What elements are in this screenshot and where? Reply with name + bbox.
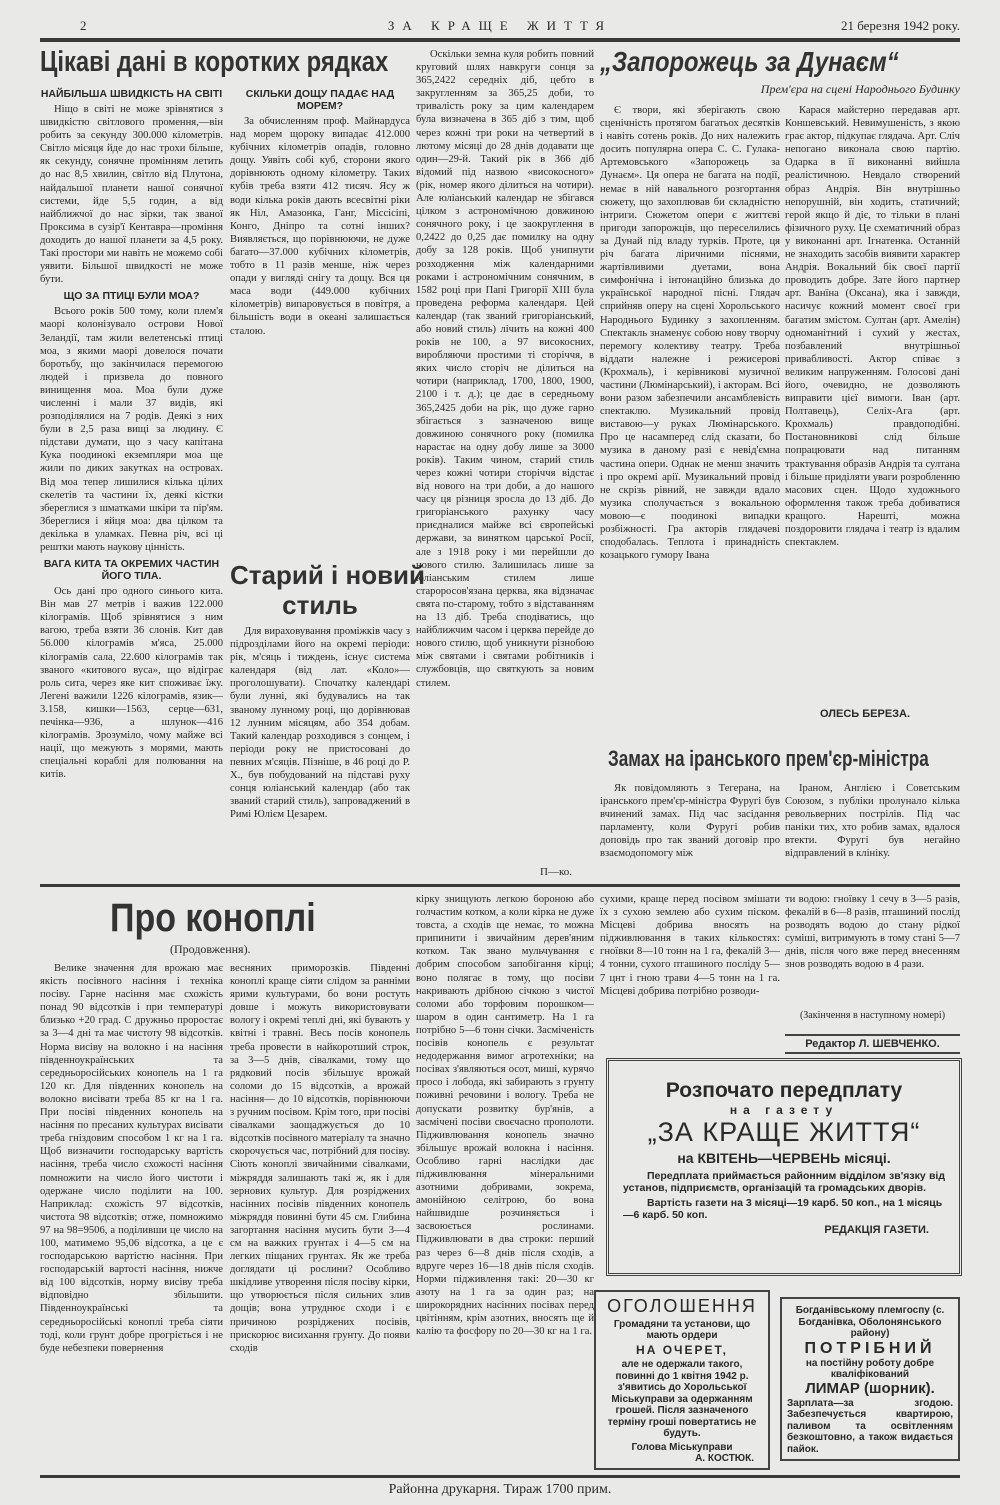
hemp-subtitle: (Продовження). — [170, 942, 251, 956]
section-text: Ніщо в світі не може зрівнятися з швидкістю світлового промення,—він робить за секунду 300.000 кілометрів. Світло місяця йде до нас трохи більше, як секунду, сонячне промінням летить до нас 8,5 хвилин, світло від Плутона, найдальшої планети нашої сонячної системи, йде 5,5 годин, а від найближчої до нас зірки, так званої Проксима в сузір'ї Кентавра—проміння доходить до нашої планети за 4,5 року. Такі простори ми навіть не можемо собі уявити. Більшої швидкості не може бути. — [40, 104, 223, 286]
hemp-column-5: ти водою: гноївку 1 сечу в 3—5 разів, фекалій в 6—8 разів, пташиний послід розводять водою до стану рідкої суміші, витримують в тому стані 5—7 днів, після чого вже перед внесенням знов розводять водою в 4 рази. — [785, 894, 960, 971]
iran-column-1: Як повідомляють з Тегерана, на іранського прем'єр-міністра Фуругі був вчинений замах. Під час засідання парламенту, коли Фуругі робив доповідь про так званий договір про взаємодопомогу між — [600, 783, 780, 860]
hemp-column-1: Велике значення для врожаю має якість посівного насіння і техніка посіву. Гарне насіння має схожість понад 90 відсотків і при температурі близько +20 град. С дружньо проростає за 3—4 дні та має чистоту 98 відсотків. Норма висіву на волокно і на насіння південноукраїнських та середньоросійських конопель на 1 га 120 кг. Для південних конопель на волокно висівати треба 85 кг на 1 га. При посіві південних конопель на насіння по пресаних культурах висівати треба гніздовим способом 1 кг на 1 га. Щоб визначити господарську вартість насіння, треба число схожості насіння помножити на число його чистоти і одержане число поділити на 100. Наприклад: схожість 97 відсотків, чистота 98 відсотків; отже, помножимо 97 на 98=9506, а поділивши це число на 100, матимемо 95,06 відсотка, а це є господарською вартістю насіння. При господарській вартості насіння, нижче від 100 відсотків, норму висіву треба відповідно збільшити. Південноукраїнські та середньоросійські коноплі треба сіяти тоді, коли грунт добре прогріється і не буде небезпеки повернення — [40, 963, 223, 1354]
section-heading: НАЙБІЛЬША ШВИДКІСТЬ НА СВІТІ — [40, 88, 223, 100]
section-text: За обчисленням проф. Майнардуса над морем щороку випадає 412.000 кубічних кілометрів опадів, головно дощу. Уявіть собі куб, сторони якого дорівнюють одному кілометру. Таких кубів треба взяти 412 тисяч. Ясу ж води кілька років дають всесвітні ріки як Ніл, Амазонка, Ганг, Міссісіпі, Конго, Дніпро та сотні інших? Виявляється, що порівнюючи, не дуже багато—37.000 кубічних кілометрів, тобто в 11 разів менше, ніж через опади у вигляді снігу та дощу. Вся ця маса води (449.000 кубічних кілометрів) випаровується в повітря, а більшість води в океані залишається сталою. — [230, 116, 410, 337]
header-rule — [40, 38, 960, 42]
opera-column-1: Є твори, які зберігають свою сценічність протягом багатьох десятків і навіть сотень років. До них належить досить популярна опера С. С. Гулака-Артемовського «Запорожець за Дунаєм». Ця опера не багата на події, немає в ній навального розгортання сюжету, що захоплював би складністю інтриги. Сюжетом опери є життєві пригоди запорожців, що переселились за Дунай під владу турків. Проте, ця річ багата ліричними піснями, жартівливими дуетами, вона симфонічна і інтонаційно близька до української народної пісні. Глядач сприйняв оперу на сцені Хорольського Народнього Будинку з захопленням. Спектакль знаменує собою нову творчу перемогу колективу театру. Треба віддати належне і режисерові (Крохмаль), і керівникові музичної частини (Люмінарський), і акторам. Всі вони разом забезпечили ансамблевість спектаклю. Музикальний провід виставою—у руках Люмінарського. Про це насамперед слід сказати, бо музика в даному разі є невід'ємна частина опери. Однак не менш значить і про окремі арії. Музикальний провід не скрізь рівний, не завжди вдало музика сполучається з вокальною мовою—є поодинокі випадки розбіжності. Гра акторів глядачеві сподобалась. Теплота і принадність козацького гумору Івана — [600, 105, 780, 562]
issue-date: 21 березня 1942 року. — [840, 18, 960, 33]
opera-column-2: Карася майстерно передавав арт. Коншевський. Невимушеність, з якою грає актор, підкупає глядача. Арт. Сліч непогано виконала свою партію. Одарка в її виконанні вийшла реалістичною. Невдало створений образ Андрія. Він внутрішньо непорушній, він ходить, статичний; герой якщо й діє, то тільки в плані фізичного руху. Це схематичний образ у виконанні арт. Ігнатенка. Останній не знаходить засобів виявити характер Андрія. Вокальний бік своєї партії проводить добре. Зате його партнер арт. Ванїна (Оксана), яка і завжди, насичує кожний момент своєї гри багатим змістом. Султан (арт. Амелін) одноманітний і сухий у жестах, позбавлений внутрішньої привабливості. Актор співає з великим напруженням. Голосові дані його, очевидно, не дозволяють виправити цієї вимоги. Іван (арт. Полтавець), Селіх-Ага (арт. Крохмаль) правдоподібні. Постановникові слід більше попрацювати над питанням трактування образів Андрія та султана і більше приділяти уваги розробленню масових сцен. Щодо художнього оформлення також треба добиватися кращого. Нарешті, можна поздоровити глядача і театр із вдалим спектаклем. — [785, 105, 960, 549]
iran-title: Замах на іранського прем'єр-міністра — [608, 746, 929, 771]
hemp-column-3: кірку знищують легкою бороною або голчастим котком, а коли кірка не дуже товста, а сходів ще немає, то можна припинити і звичайним дерев'яним котком. Так звано мульчування є добрим способом запобігання кірці; воно полягає в тому, що посіви накривають дрібною січкою з чистої соломи або торфовим порошком—шаром в один сантиметр. На 1 га потрібно 5—6 тонн січки. Засміченість посівів конопель є результат недодержання вимог агротехніки; на посівах з'являються осот, миші, курячо просо і лобода, які забирають з грунту поживні речовини і вологу. Треба не допускати розвитку бур'янів, а засмічені посіви своєчасно прополоти. Підживлювання конопель значно збільшує врожай волокна і насіння. Особливо гарні наслідки дає підживлювання мінеральними азотними добривами, зокрема, амонійною селітрою, бо вона найшвидше розчиняється і засвоюється рослинами. Підживлювати в два строки: перший раз через 6—8 днів після сходів, а вдруге через 16—18 днів після сходів. Норми підживлення такі: 20—30 кг азоту на 1 га за один раз; на широкорядних насінних посівах перед цвітінням, крім азотних, вносять ще й калію та фосфору по 20—30 кг на 1 га. — [416, 894, 594, 1338]
announcement-box: ОГОЛОШЕННЯ Громадяни та установи, що мають ордери НА ОЧЕРЕТ, але не одержали такого, повинні до 1 квітня 1942 р. з'явитись до Хорольської Міськуправи за одержанням грошей. Після зазначеного терміну гроші повертатись не будуть. Голова Міськуправи А. КОСТЮК. — [594, 1290, 770, 1470]
section-rule — [40, 884, 960, 887]
hemp-title: Про коноплі — [110, 896, 316, 940]
style-column-1: Для вираховування проміжків часу з підрозділами його на окремі періоди: рік, м'сяць і тиждень, існує система календаря (від лат. «Коло»—проголошувати). Спочатку календарі були лунні, які будувались на так званому лунному році, що дорівнював 12 лунним місяцям, або 354 добам. Такий календар розходився з сонцем, і періоди року не пристосовані до певних м'сяців. Пізніше, в 46 році до Р. Х., був побудований на підставі руху сонця юліанський календар (або так званий старий стиль), запроваджений в Римі Юлієм Цезарем. — [230, 626, 410, 821]
style-column-2: Оскільки земна куля робить повний круговий шлях навкруги сонця за 365,2422 середніх діб, цебто в закругленням за 365,25 доби, то тривалість року за цим календарем була визначена в 365 діб з тим, щоб через кожні три роки на четвертий в лютому місяці до 28 днів додавати ще один—29-й. Такий рік в 366 діб відомий під назвою «високосного» (рік, номер якого ділиться на чотири). Але юліанський календар не збігався цілком з астрономічною довжиною сонячного року, і це заокруглення в 0,2422 до 0,25 дає помилку на одну добу за 128 років. Щоб унипнути розходження між календарними роками і астрономічним сонячним, в 1582 році при Папі Григорії XIII була проведена реформа календаря. Цей календар (так званий григоріанський, або новий стиль) лічить на кожні 400 років не 100, а 97 високосних, виробляючи простими ті сторіччя, в яких число сторіч не ділиться на чотири (наприклад, 1700, 1800, 1900, 2100 і т. д.); це дає в середньому 365,2425 доби на рік, що дуже гарно збігається з зазначеною вище довжиною сонячного року (помилка нарастає на одну добу лише за 3000 років). Таким чином, старий стиль через кожні чотири сторіччя відстає від нового на три доби, а до нашого часу ця різниця зросла до 13 діб. До григоріанського рахунку часу приєдналися майже всі європейські держави, за винятком царської Росії, але з 1918 року і ми перейшли до нового стилю. Залишилась лише за юліанським стилем лише староросов'язана церква, яка відзначає свята по-старому, тобто з відставанням на 13 діб. Треба сподіватись, що найближчим часом і церква перейде до нового стилю, щоб уникнути різнобою між святами і святами робітників і службовців, що святкують за новим стилем. — [416, 49, 594, 689]
masthead — [40, 18, 960, 38]
subscription-ad: Розпочато передплату на газету „ЗА КРАЩЕ ЖИТТЯ“ на КВІТЕНЬ—ЧЕРВЕНЬ місяці. Передплата приймається районним відділом зв'язку від установ, підприємств, організацій та громадських дворів. Вартість газети на 3 місяці—19 карб. 50 коп., на 1 місяць—6 карб. 50 коп. РЕДАКЦІЯ ГАЗЕТИ. — [606, 1058, 962, 1276]
facts-column-1 — [40, 84, 223, 879]
opera-signature: ОЛЕСЬ БЕРЕЗА. — [820, 708, 911, 720]
facts-title: Цікаві дані в коротких рядках — [40, 46, 389, 78]
editor-credit: Редактор Л. ШЕВЧЕНКО. — [785, 1034, 960, 1054]
opera-review-subtitle: Прем'єра на сцені Народнього Будинку — [760, 82, 960, 96]
hemp-column-2: весняних приморозків. Південні коноплі краще сіяти слідом за ранніми ярими культурами, бо вони ростуть довше і можуть використовувати вологу і окремі теплі дні, які бувають у квітні і травні. Весь посів конопель треба провести в найкоротший строк, за 3—5 днів, сівалками, тому що рядковий посів збільшує врожай соломи до 15 відсотків, а врожай насіння— до 10 відсотків, порівнюючи з ручним посівом. Крім того, при посіві сівалками заощаджується до 10 відсотків посівного матеріалу та значно скорочується час, потрібний для посіву. Сіють коноплі звичайними сівалками, міжряддя залишають такі ж, як і для зернових культур. Для розріджених насінних посівів південних конопель міжряддя повинні бути 45 см. Глибина загортання насіння мусить бути 3—4 см на важких грунтах і 4—5 см на легких піщаних грунтах. Як же треба доглядати ці рослини? Особливо шкідливе утворення після посіву кірки, що утворюється після сильних злив дощів; вона утруднює сходи і є причиною розріджених посівів, прискорює висихання грунту. До появи сходів — [230, 963, 410, 1354]
printer-footer: Районна друкарня. Тираж 1700 прим. — [388, 1482, 612, 1497]
section-heading: ВАГА КИТА ТА ОКРЕМИХ ЧАСТИН ЙОГО ТІЛА. — [43, 558, 220, 583]
newspaper-title: ЗА КРАЩЕ ЖИТТЯ — [387, 18, 613, 33]
section-text: Всього років 500 тому, коли плем'я маорі колонізувало острови Нової Зеландії, там жили велетенські птиці моа, з якими маорі довелося почати боротьбу, що закінчилася перемогою людей і призвела до повного винищення моа. Моа були дуже численні і мали 37 видів, які розподілялися на 7 родів. Деякі з них були в 2,5 раза вищі за людину. Є підстави думати, що з часу капітана Кука поодинокі екземпляри моа ще жили по диких закутках на островах. Від моа тепер лишилися кілька цілих скелетів та частини їх, деякі кістки збереглися з шматками шкіри та пір'ям. Збереглися і яйця моа: два цілком та декілька в уламках. Певна річ, всі ці рештки мають наукову цінність. — [40, 306, 223, 553]
section-heading: СКІЛЬКИ ДОЩУ ПАДАЄ НАД МОРЕМ? — [245, 88, 395, 112]
continued-note: (Закінчення в наступному номері) — [799, 1010, 946, 1021]
page-number: 2 — [80, 18, 87, 33]
footer-rule — [40, 1475, 960, 1478]
job-ad-box: Богданівському племгоспу (с. Богданівка, Оболонянського району) ПОТРІБНИЙ на постійну роботу добре кваліфікований ЛИМАР (шорник). Зарплата—за згодою. Забезпечується квартирою, паливом та освітленням безкоштовно, а також видається пайок. — [780, 1297, 960, 1461]
facts-column-2 — [230, 84, 410, 544]
iran-column-2: Іраном, Англією і Советським Союзом, з публіки пролунало кілька револьверних пострілів. Під час паніки тих, хто робив замах, вдалося втекти. Фуругі був негайно відправлений в клініку. — [785, 783, 960, 860]
style-title: Старий і новий стиль — [230, 560, 426, 620]
section-text: Ось дані про одного синього кита. Він мав 27 метрів і важив 122.000 кілограмів. Щоб зрівнятися з ним вагою, треба взяти 36 слонів. Кит дав 56.000 кілограмів м'яса, 25.000 кілограмів сала, 22.600 кілограмів так званого «китового вуса», що відіграє роль сита, через яке кит споживає їжу. Легені важили 1226 кілограмів, язик—3.158, кишки—1563, серце—631, печінка—936, а шлунок—416 кілограмів. Зрозуміло, чому майже всі нації, що межують з морями, мають спеціальні кораблі для полювання на китів. — [40, 586, 223, 781]
hemp-column-4: сухими, краще перед посівом змішати їх з сухою землею або сухим піском. Місцеві добрива вносять на підживлювання в таких кількостях: гноївки 8—10 тонн на 1 га, фекалій 3—4 тонни, сухого пташиного посліду 5—7 цнт і гною трави 4—5 тонн на 1 га. Місцеві добрива потрібно розводи- — [600, 894, 780, 997]
section-heading: ЩО ЗА ПТИЦІ БУЛИ МОА? — [63, 290, 200, 303]
style-signature: П—ко. — [540, 866, 572, 878]
subscription-newspaper-name: „ЗА КРАЩЕ ЖИТТЯ“ — [647, 1117, 921, 1147]
opera-review-title: „Запорожець за Дунаєм“ — [600, 46, 899, 77]
